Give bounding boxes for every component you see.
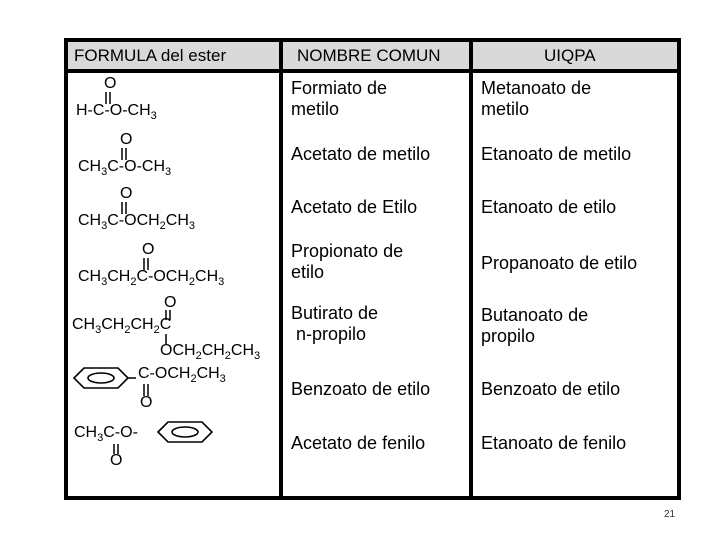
common-name-row-3: Acetato de Etilo [291, 197, 418, 217]
carbonyl-oxygen: O [104, 75, 117, 92]
column-divider-2 [469, 38, 473, 500]
formula-row-4 [76, 240, 276, 290]
formula-row-2 [76, 130, 276, 180]
formula-text: $CH_3CH_2C-OCH_2CH_3$ [78, 268, 225, 289]
formula-text: $CH_3C-O-$ [74, 424, 138, 445]
carbonyl-oxygen: O [164, 294, 177, 311]
carbonyl-oxygen: O [110, 452, 123, 469]
common-name-row-4: Propionato de etilo [291, 241, 404, 282]
carbonyl-oxygen: O [140, 394, 153, 411]
formula-text-ester-chain: $OCH_2CH_2CH_3$ [160, 342, 261, 363]
header-divider [64, 69, 681, 73]
page-number: 21 [664, 509, 676, 520]
iupac-name-row-5: Butanoato de propilo [481, 305, 589, 346]
iupac-name-row-4: Propanoato de etilo [481, 253, 638, 273]
formula-text: $C-OCH_2CH_3$ [138, 365, 226, 386]
header-common-name: NOMBRE COMUN [297, 46, 441, 65]
header-iupac-name: UIQPA [544, 46, 596, 65]
phenyl-ring-icon [72, 422, 277, 472]
common-name-row-5: Butirato de n-propilo [291, 303, 379, 344]
formula-text: $H-C-O-CH_3$ [76, 102, 157, 123]
column-divider-1 [279, 38, 283, 500]
formula-row-1 [76, 74, 276, 124]
header-formula: FORMULA del ester [74, 46, 227, 65]
iupac-name-row-2: Etanoato de metilo [481, 144, 632, 164]
carbonyl-oxygen: O [120, 131, 133, 148]
formula-row-6 [72, 365, 277, 418]
common-name-row-7: Acetato de fenilo [291, 433, 426, 453]
iupac-name-row-7: Etanoato de fenilo [481, 433, 627, 453]
formula-text: $CH_3CH_2CH_2C$ [72, 316, 172, 337]
common-name-row-2: Acetato de metilo [291, 144, 431, 164]
formula-row-5 [72, 294, 277, 364]
formula-row-7 [72, 422, 277, 472]
formula-row-3 [76, 184, 276, 234]
iupac-name-row-3: Etanoato de etilo [481, 197, 617, 217]
carbonyl-oxygen: O [120, 185, 133, 202]
iupac-name-row-6: Benzoato de etilo [481, 379, 621, 399]
esters-table [64, 38, 681, 500]
formula-text: $CH_3C-O-CH_3$ [78, 158, 172, 179]
table-border-top [64, 38, 681, 42]
common-name-row-1: Formiato de metilo [291, 78, 388, 119]
table-border-bottom [64, 496, 681, 500]
table-border-right [677, 38, 681, 500]
iupac-name-row-1: Metanoato de metilo [481, 78, 592, 119]
common-name-row-6: Benzoato de etilo [291, 379, 431, 399]
carbonyl-oxygen: O [142, 241, 155, 258]
table-border-left [64, 38, 68, 500]
formula-text: $CH_3C-OCH_2CH_3$ [78, 212, 196, 233]
